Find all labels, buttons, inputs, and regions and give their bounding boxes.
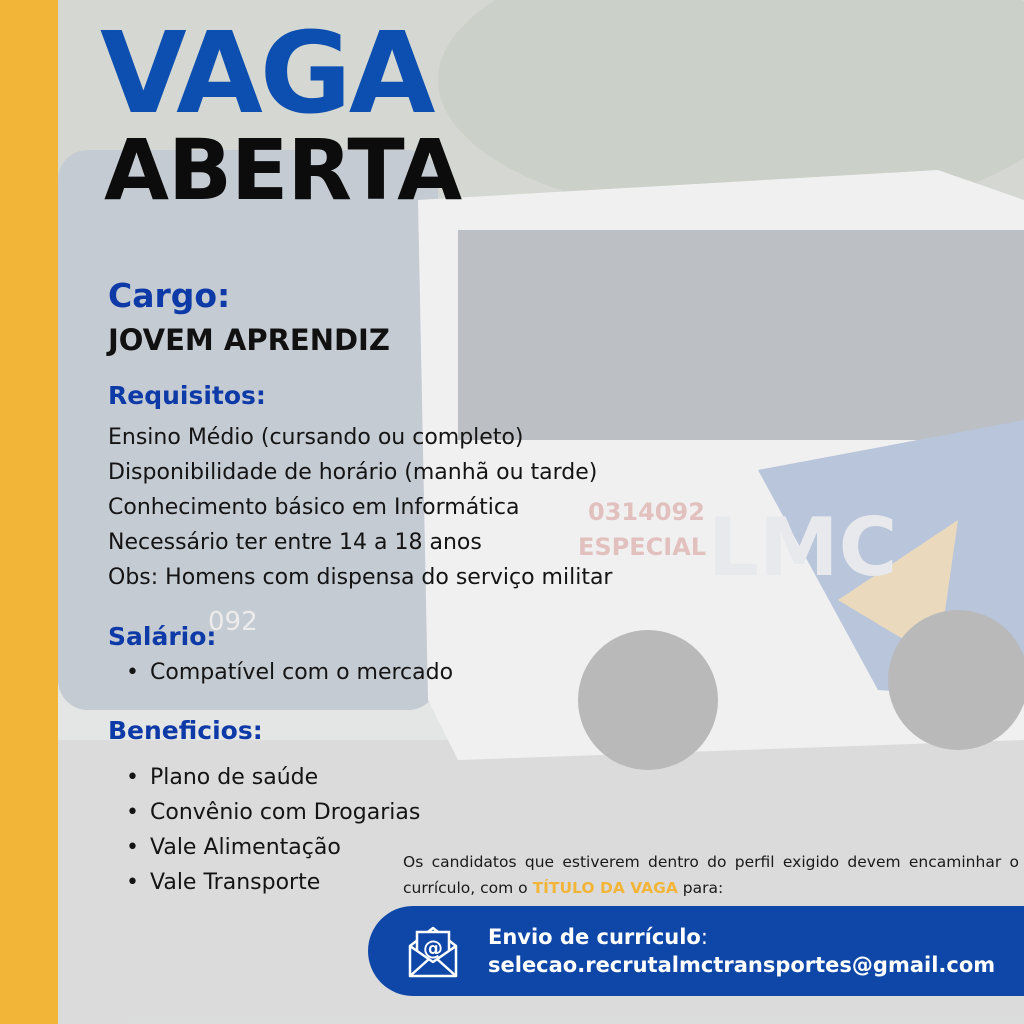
contact-email-link[interactable]: selecao.recrutalmctransportes@gmail.com	[488, 953, 996, 977]
list-item: Conhecimento básico em Informática	[108, 495, 520, 520]
requisitos-list	[108, 420, 612, 595]
note-text-end: para:	[677, 879, 724, 897]
left-accent-bar	[0, 0, 58, 1024]
cargo-value: JOVEM APRENDIZ	[108, 323, 390, 357]
requisitos-heading: Requisitos:	[108, 381, 266, 410]
list-item: • Vale Transporte	[126, 865, 420, 900]
beneficios-heading: Beneficios:	[108, 716, 263, 745]
note-text: Os candidatos que estiverem dentro do perfil exigido devem encaminhar o currículo, com o	[403, 853, 1019, 897]
title-vaga: VAGA	[100, 9, 433, 139]
envelope-at-icon	[402, 920, 464, 982]
salario-list	[126, 655, 453, 690]
list-item: • Plano de saúde	[126, 760, 420, 795]
list-item: Disponibilidade de horário (manhã ou tarde)	[108, 460, 598, 485]
beneficios-list	[126, 760, 420, 900]
list-item: Necessário ter entre 14 a 18 anos	[108, 530, 482, 555]
list-item: • Convênio com Drogarias	[126, 795, 420, 830]
contact-banner	[368, 906, 1024, 996]
list-item: • Vale Alimentação	[126, 830, 420, 865]
note-highlight: TÍTULO DA VAGA	[532, 879, 678, 897]
contact-label: Envio de currículo:	[488, 925, 708, 949]
title-aberta: ABERTA	[104, 121, 462, 219]
list-item: Ensino Médio (cursando ou completo)	[108, 425, 524, 450]
salario-heading: Salário:	[108, 622, 217, 651]
svg-text:@: @	[423, 936, 443, 960]
application-note	[403, 849, 1019, 901]
list-item: Obs: Homens com dispensa do serviço militar	[108, 565, 613, 590]
list-item: • Compatível com o mercado	[126, 655, 453, 690]
cargo-heading: Cargo:	[108, 276, 231, 315]
